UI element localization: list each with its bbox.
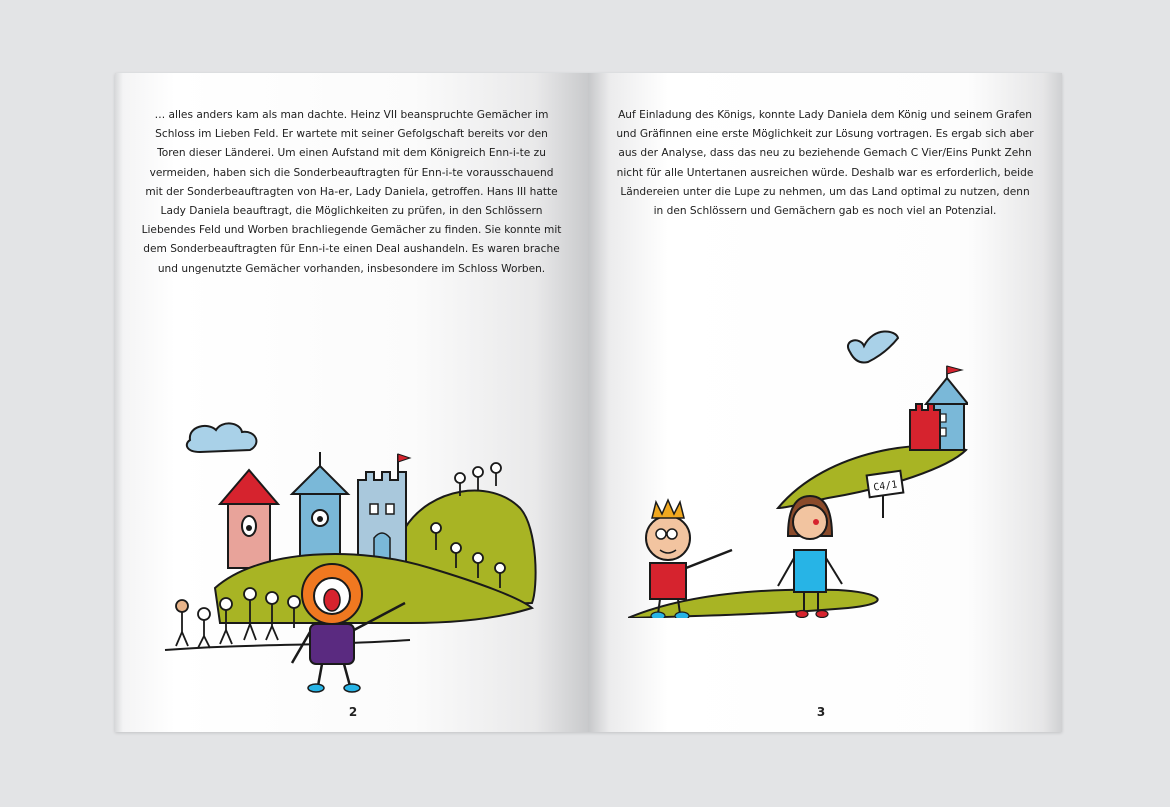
c41-sign: [867, 471, 904, 518]
text-line: in den Schlössern und Gemächern gab es noch viel an Potenzial.: [653, 205, 997, 218]
text-line: aus der Analyse, dass das neu zu beziehende Gemach C Vier/Eins Punkt Zehn: [618, 147, 1032, 160]
text-line: und ungenutzte Gemächer vorhanden, insbesondere im Schloss Worben.: [157, 262, 546, 275]
cloud-shape: [187, 423, 257, 452]
text-line: Toren dieser Länderei. Um einen Aufstand mit dem Königreich Enn-i-te zu: [157, 147, 546, 160]
blue-tower: [292, 452, 348, 570]
right-page: [588, 73, 1062, 732]
turret-tower: [358, 454, 410, 568]
sign-label: C4/1: [872, 479, 899, 494]
text-line: dem Sonderbeauftragten für Enn-i-te einen Deal aushandeln. Es waren brache: [143, 243, 560, 256]
text-line: mit der Sonderbeauftragten von Ha-er, Lady Daniela, getroffen. Hans III hatte: [145, 185, 558, 198]
text-line: Auf Einladung des Königs, konnte Lady Daniela dem König und seinem Grafen: [618, 109, 1032, 121]
right-page-text: [588, 106, 1062, 221]
text-line: vermeiden, haben sich die Sonderbeauftragten für Enn-i-te vorausschauend: [149, 166, 554, 179]
left-page: [115, 73, 588, 732]
text-line: und Gräfinnen eine erste Möglichkeit zur Lösung vortragen. Es ergab sich aber: [616, 128, 1034, 141]
page-number: 2: [348, 705, 358, 719]
text-line: Lady Daniela beauftragt, die Möglichkeiten zu prüfen, in den Schlössern: [160, 205, 543, 218]
open-book: [115, 73, 1062, 732]
text-line: … alles anders kam als man dachte. Heinz VII beanspruchte Gemächer im: [154, 109, 549, 121]
bird-cloud-shape: [848, 331, 898, 362]
text-line: Liebendes Feld und Worben brachliegende Gemächer zu finden. Sie konnte mit: [141, 224, 562, 237]
king-and-lady-illustration: [628, 318, 968, 618]
text-line: nicht für alle Untertanen ausreichen würde. Deshalb war es erforderlich, beide: [616, 166, 1034, 179]
pink-tower: [220, 470, 278, 568]
text-line: Schloss im Lieben Feld. Er wartete mit seiner Gefolgschaft bereits vor den: [155, 128, 548, 141]
page-number: 3: [816, 705, 826, 719]
left-page-text: [115, 106, 588, 279]
text-line: Ländereien unter die Lupe zu nehmen, um das Land optimal zu nutzen, denn: [620, 185, 1030, 198]
red-castle: [910, 404, 940, 450]
castles-crowd-illustration: [160, 418, 540, 693]
